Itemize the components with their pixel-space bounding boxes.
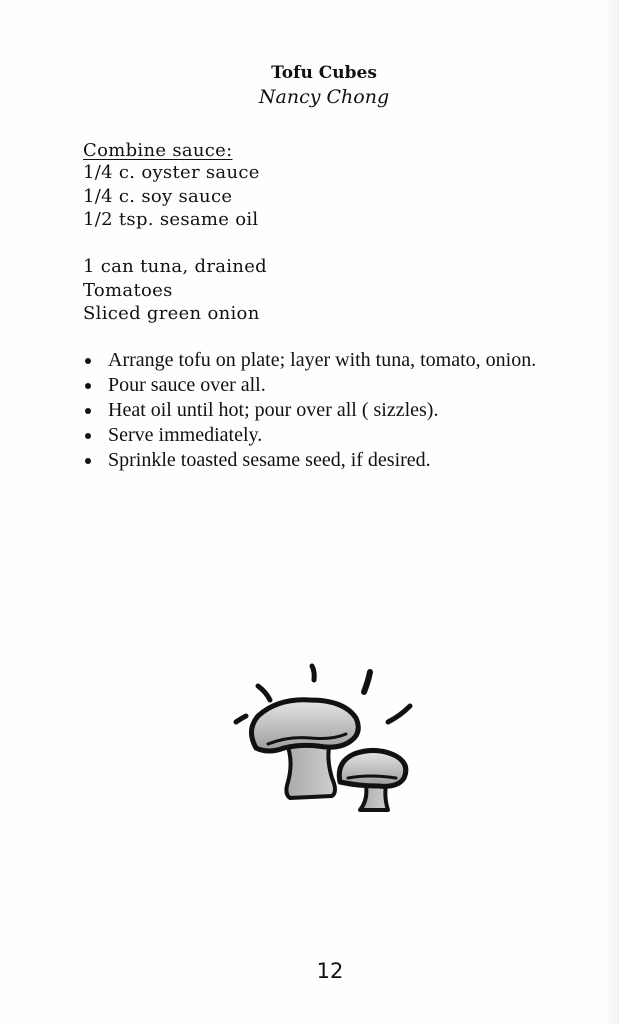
ingredient-item: Sliced green onion — [83, 303, 260, 324]
bullet-icon — [85, 383, 91, 389]
bullet-icon — [85, 433, 91, 439]
instruction-step — [83, 398, 553, 423]
instruction-text: Heat oil until hot; pour over all ( sizzles). — [108, 399, 439, 421]
instruction-text: Serve immediately. — [108, 424, 263, 446]
instruction-step — [83, 373, 553, 398]
instruction-text: Arrange tofu on plate; layer with tuna, tomato, onion. — [108, 349, 537, 371]
instruction-list — [83, 348, 553, 473]
instruction-step — [83, 448, 553, 473]
ingredient-item: Tomatoes — [83, 280, 173, 301]
sauce-heading: Combine sauce: — [83, 140, 233, 161]
sauce-item: 1/2 tsp. sesame oil — [83, 209, 259, 230]
recipe-author: Nancy Chong — [258, 86, 390, 108]
sauce-item: 1/4 c. oyster sauce — [83, 162, 260, 183]
mushroom-icon — [228, 660, 428, 825]
bullet-icon — [85, 408, 91, 414]
page-edge-shadow — [605, 0, 619, 1024]
ingredient-item: 1 can tuna, drained — [83, 256, 267, 277]
recipe-title: Tofu Cubes — [271, 63, 377, 83]
page-number: 12 — [316, 959, 344, 983]
sauce-item: 1/4 c. soy sauce — [83, 186, 233, 207]
bullet-icon — [85, 458, 91, 464]
instruction-text: Pour sauce over all. — [108, 374, 266, 396]
bullet-icon — [85, 358, 91, 364]
instruction-step — [83, 423, 553, 448]
instruction-text: Sprinkle toasted sesame seed, if desired. — [108, 449, 431, 471]
instruction-step — [83, 348, 553, 373]
